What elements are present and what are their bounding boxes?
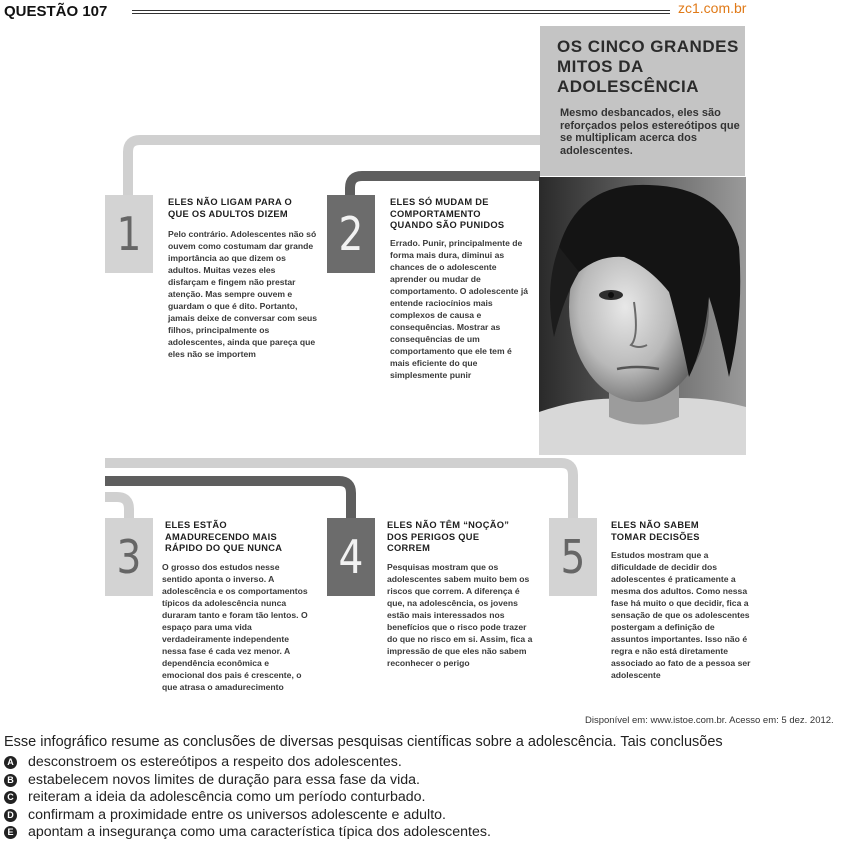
myth-4-body: Pesquisas mostram que os adolescentes sabem muito bem os riscos que correm. A diferença é que, na adolescência, os jovens estão mais interessados nos benefícios que o risco pode trazer do que no risco em si. Assim, fica a impressão de que eles não sabem reconhecer o perigo	[387, 562, 533, 668]
option-b[interactable]	[4, 772, 491, 790]
option-c[interactable]	[4, 789, 491, 807]
source-citation: Disponível em: www.istoe.com.br. Acesso em: 5 dez. 2012.	[585, 715, 834, 726]
option-a[interactable]	[4, 754, 491, 772]
question-prompt: Esse infográfico resume as conclusões de diversas pesquisas científicas sobre a adolescência. Tais conclusões	[4, 734, 723, 750]
answer-options	[4, 754, 491, 842]
myth-2-body: Errado. Punir, principalmente de forma mais dura, diminui as chances de o adolescente aprender ou mudar de comportamento. O adolescente já entende raciocínios mais complexos de causa e consequências. Mostrar as consequências de um comportamento que ele tem é mais eficiente do que simplesmente punir	[390, 238, 529, 380]
option-d[interactable]	[4, 807, 491, 825]
myth-5-body: Estudos mostram que a dificuldade de decidir dos adolescentes é praticamente a mesma dos adultos. Como nessa fase há muito o que decidir, fica a sensação de que os adolescentes postergam a definição de assuntos importantes. Isso não é regra e não está diretamente associado ao fato de a pessoa ser adolescente	[611, 550, 751, 680]
watermark: zc1.com.br	[678, 0, 747, 16]
option-c-letter: C	[4, 791, 17, 804]
myth-3-heading: ELES ESTÃO AMADURECENDO MAIS RÁPIDO DO QUE NUNCA	[165, 520, 283, 553]
option-b-letter: B	[4, 774, 17, 787]
option-e-text: apontam a insegurança como uma característica típica dos adolescentes.	[28, 824, 491, 840]
option-e-letter: E	[4, 826, 17, 839]
option-d-text: confirmam a proximidade entre os universos adolescente e adulto.	[28, 806, 446, 823]
myth-4-number: 4	[338, 530, 364, 584]
myth-2-heading: ELES SÓ MUDAM DE COMPORTAMENTO QUANDO SÃO PUNIDOS	[390, 197, 505, 230]
myth-3-number-box	[105, 518, 153, 596]
teenager-photo	[539, 177, 746, 455]
myth-4-number-box	[327, 518, 375, 596]
myth-1-body: Pelo contrário. Adolescentes não só ouvem como costumam dar grande importância ao que dizem os adultos. Muitas vezes eles disfarçam e fingem não prestar atenção. Mas sempre ouvem e guardam o que é dito. Portanto, jamais deixe de conversar com seus filhos, principalmente os adolescentes, ainda que pareça que eles não se importem	[168, 229, 318, 359]
option-a-letter: A	[4, 756, 17, 769]
myth-1-number-box	[105, 195, 153, 273]
myth-1-number: 1	[116, 207, 142, 261]
option-a-text: desconstroem os estereótipos a respeito dos adolescentes.	[28, 754, 402, 770]
option-d-letter: D	[4, 809, 17, 822]
myth-4-heading: ELES NÃO TÊM “NOÇÃO” DOS PERIGOS QUE CORREM	[387, 520, 510, 553]
question-number: QUESTÃO 107	[4, 3, 108, 20]
myth-5-number-box	[549, 518, 597, 596]
myth-3-number: 3	[116, 530, 142, 584]
myth-2-number: 2	[338, 207, 364, 261]
myth-5-number: 5	[560, 530, 586, 584]
option-b-text: estabelecem novos limites de duração para essa fase da vida.	[28, 771, 420, 788]
infographic-subtitle: Mesmo desbancados, eles são reforçados pelos estereótipos que se multiplicam acerca dos adolescentes.	[560, 107, 740, 157]
option-c-text: reiteram a ideia da adolescência como um período conturbado.	[28, 789, 426, 805]
myth-2-number-box	[327, 195, 375, 273]
infographic-title: OS CINCO GRANDES MITOS DA ADOLESCÊNCIA	[557, 37, 739, 96]
myth-3-body: O grosso dos estudos nesse sentido aponta o inverso. A adolescência e os comportamentos típicos da adolescência nunca duraram tanto e foram tão lentos. O espaço para uma vida verdadeiramente independente nessa fase é cada vez menor. A dependência econômica e emocional dos pais é crescente, o que atrasa o amadurecimento	[162, 562, 308, 692]
myth-1-heading: ELES NÃO LIGAM PARA O QUE OS ADULTOS DIZEM	[168, 197, 293, 219]
option-e[interactable]	[4, 824, 491, 842]
myth-5-heading: ELES NÃO SABEM TOMAR DECISÕES	[611, 520, 700, 542]
